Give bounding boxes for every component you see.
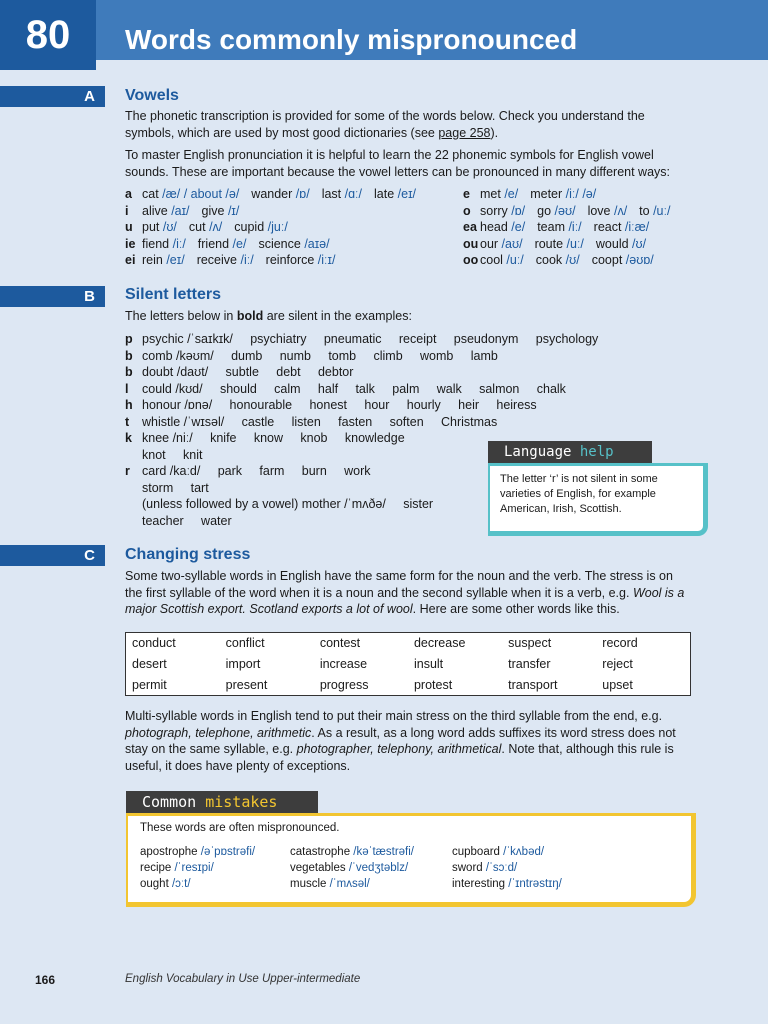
vowel-example: put /ʊ/ — [142, 220, 177, 234]
common-mistakes-intro: These words are often mispronounced. — [140, 822, 340, 834]
vowel-example: alive /aɪ/ — [142, 203, 190, 218]
mispronounced-word: recipe /ˈresɪpi/ — [140, 862, 214, 874]
vowel-example: friend /e/ — [197, 236, 247, 251]
section-a-title: Vowels — [125, 87, 179, 104]
vowel-key: e — [463, 187, 470, 201]
silent-key: b — [125, 348, 133, 363]
silent-key: r — [125, 464, 130, 478]
silent-key: k — [125, 431, 132, 445]
language-help-title: Language help — [488, 441, 652, 463]
silent-row — [125, 513, 232, 530]
section-b-tab: B — [0, 286, 105, 307]
table-cell: protest — [413, 677, 453, 692]
vowel-key: oo — [463, 253, 479, 267]
vowel-row — [125, 219, 300, 236]
section-c-tab: C — [0, 545, 105, 566]
vowel-example: science /aɪə/ — [258, 236, 330, 251]
silent-row — [125, 480, 209, 497]
silent-key: l — [125, 381, 129, 396]
vowel-key: a — [125, 187, 132, 201]
mispronounced-words — [140, 845, 679, 892]
silent-row — [125, 414, 497, 431]
vowel-example: give /ɪ/ — [201, 203, 240, 218]
vowel-row — [463, 186, 608, 203]
vowel-example: would /ʊ/ — [595, 236, 647, 251]
vowel-key: ie — [125, 236, 136, 251]
vowel-example: cat /æ/ / about /ə/ — [142, 187, 240, 201]
table-cell: desert — [132, 657, 167, 671]
vowel-example: reinforce /iːɪ/ — [265, 253, 336, 267]
silent-examples: whistle /ˈwɪsəl/ castle listen fasten soften Christmas — [142, 414, 498, 429]
book-title: English Vocabulary in Use Upper-intermediate — [125, 973, 361, 985]
mispronounced-word: cupboard /ˈkʌbəd/ — [452, 846, 545, 858]
silent-examples: psychic /ˈsaɪkɪk/ psychiatry pneumatic receipt pseudonym psychology — [142, 332, 599, 346]
silent-key: p — [125, 332, 133, 346]
table-cell: permit — [132, 677, 167, 692]
table-cell: present — [225, 677, 268, 692]
vowel-example: cook /ʊ/ — [535, 253, 580, 267]
silent-row — [125, 447, 202, 464]
table-cell: import — [225, 657, 261, 671]
vowel-example: fiend /iː/ — [142, 236, 186, 251]
silent-examples: card /kaːd/ park farm burn work — [142, 464, 371, 478]
silent-row — [125, 348, 498, 365]
mispronounced-word: ought /ɔːt/ — [140, 878, 191, 890]
vowel-example: sorry /ɒ/ — [480, 203, 526, 218]
section-b-title: Silent letters — [125, 286, 222, 303]
section-c-title: Changing stress — [125, 546, 251, 563]
vowel-example: our /aʊ/ — [480, 236, 523, 251]
vowel-key: ou — [463, 236, 479, 251]
stress-table — [125, 632, 691, 696]
silent-row — [125, 463, 371, 480]
silent-examples: storm tart — [142, 480, 209, 495]
unit-title: Words commonly mispronounced — [125, 24, 578, 55]
table-cell: reject — [602, 657, 633, 671]
vowel-example: team /iː/ — [537, 220, 582, 234]
vowel-example: coopt /əʊɒ/ — [591, 253, 654, 267]
section-c-para1: Some two-syllable words in English have the same form for the noun and the verb. The stress is on the first syllable of the word when it is a noun and the second syllable when it is a verb, e.g. Wool is a major Scottish export. Scotland exports a lot of wool. Here are some other words like this. — [125, 569, 685, 616]
vowel-key: ei — [125, 253, 136, 267]
section-a-tab: A — [0, 86, 105, 107]
silent-examples: comb /kəʊm/ dumb numb tomb climb womb lamb — [142, 348, 498, 363]
section-a-para2: To master English pronunciation it is helpful to learn the 22 phonemic symbols for English vowel sounds. These are important because the vowel letters can be pronounced in many different ways: — [125, 148, 670, 179]
silent-examples: doubt /daʊt/ subtle debt debtor — [142, 365, 354, 379]
vowel-example: go /əʊ/ — [537, 203, 576, 218]
silent-row — [125, 364, 353, 381]
vowel-example: love /ʌ/ — [587, 203, 628, 218]
vowel-example: cut /ʌ/ — [188, 220, 223, 234]
vowel-row — [125, 252, 347, 269]
vowel-row — [125, 186, 428, 203]
silent-row — [125, 381, 566, 398]
vowel-example: last /ɑː/ — [321, 187, 362, 201]
silent-examples: honour /ɒnə/ honourable honest hour hourly heir heiress — [142, 398, 537, 412]
silent-examples: teacher water — [142, 513, 232, 528]
mispronounced-word: sword /ˈsɔːd/ — [452, 862, 518, 874]
table-cell: conflict — [225, 636, 265, 651]
section-c-para2: Multi-syllable words in English tend to put their main stress on the third syllable from the end, e.g. photograph, telephone, arithmetic. As a result, as a long word adds suffixes its word stress does not stay on the same syllable, e.g. photographer, telephony, arithmetical. Note that, although this rule is useful, it does have plenty of exceptions. — [125, 709, 676, 773]
vowel-example: meter /iː/ /ə/ — [530, 187, 597, 201]
silent-key: h — [125, 398, 133, 412]
vowel-key: i — [125, 203, 129, 218]
vowel-example: receive /iː/ — [196, 253, 254, 267]
silent-examples: knot knit — [142, 447, 203, 462]
mispronounced-word: interesting /ˈɪntrəstɪŋ/ — [452, 878, 562, 890]
silent-examples: could /kʊd/ should calm half talk palm walk salmon chalk — [142, 381, 566, 396]
page-number: 166 — [35, 973, 56, 987]
silent-row — [125, 331, 598, 348]
vowel-example: wander /ɒ/ — [251, 187, 310, 201]
vowel-row — [463, 203, 682, 220]
silent-key: t — [125, 414, 130, 429]
mispronounced-word: vegetables /ˈvedʒtəblz/ — [290, 862, 409, 874]
vowel-row — [125, 236, 342, 253]
table-row — [126, 633, 691, 654]
mispronounced-word: apostrophe /əˈpɒstrəfi/ — [140, 846, 256, 858]
table-cell: suspect — [508, 636, 552, 651]
silent-row — [125, 496, 433, 513]
silent-row — [125, 430, 405, 447]
section-a-para1: The phonetic transcription is provided for some of the words below. Check you understand the symbols, which are used by most good dictionaries (see page 258). — [125, 109, 645, 140]
table-row — [126, 654, 691, 675]
silent-row — [125, 397, 537, 414]
table-cell: decrease — [413, 636, 466, 651]
mispronounced-word: muscle /ˈmʌsəl/ — [290, 878, 370, 890]
table-cell: progress — [319, 677, 369, 692]
page-link[interactable]: page 258 — [438, 125, 491, 140]
vowel-example: route /uː/ — [534, 236, 584, 251]
vowel-row — [463, 236, 658, 253]
common-mistakes-box — [126, 813, 696, 907]
vowel-key: u — [125, 220, 133, 234]
vowel-example: cool /uː/ — [480, 253, 524, 267]
vowel-example: met /e/ — [480, 187, 519, 201]
silent-key: b — [125, 365, 133, 379]
table-cell: transfer — [508, 657, 551, 671]
vowel-row — [463, 219, 661, 236]
vowel-example: head /e/ — [480, 220, 526, 234]
section-b-intro: The letters below in bold are silent in the examples: — [125, 309, 412, 323]
table-cell: contest — [319, 636, 361, 651]
language-help-box — [488, 463, 708, 536]
vowel-example: rein /eɪ/ — [142, 253, 185, 267]
table-cell: upset — [602, 677, 633, 692]
common-mistakes-title: Common mistakes — [126, 791, 318, 813]
vowel-example: react /iːæ/ — [593, 220, 650, 234]
vowel-row — [463, 252, 666, 269]
silent-examples: (unless followed by a vowel) mother /ˈmʌðə/ sister — [142, 497, 434, 511]
table-cell: insult — [413, 657, 444, 671]
table-cell: transport — [508, 677, 558, 692]
vowel-example: cupid /juː/ — [234, 220, 288, 234]
vowel-key: ea — [463, 220, 477, 234]
table-cell: increase — [319, 657, 368, 671]
silent-examples: knee /niː/ knife know knob knowledge — [142, 431, 405, 445]
table-cell: conduct — [132, 636, 176, 651]
mispronounced-word: catastrophe /kəˈtæstrəfi/ — [290, 846, 415, 858]
table-row — [126, 675, 691, 696]
vowel-key: o — [463, 203, 471, 218]
language-help-text: The letter ‘r’ is not silent in some varieties of English, for example American, Irish, Scottish. — [500, 473, 658, 515]
vowel-example: to /uː/ — [639, 203, 671, 218]
unit-number: 80 — [0, 0, 96, 70]
vowel-row — [125, 203, 251, 220]
table-cell: record — [602, 636, 638, 651]
vowel-example: late /eɪ/ — [374, 187, 416, 201]
